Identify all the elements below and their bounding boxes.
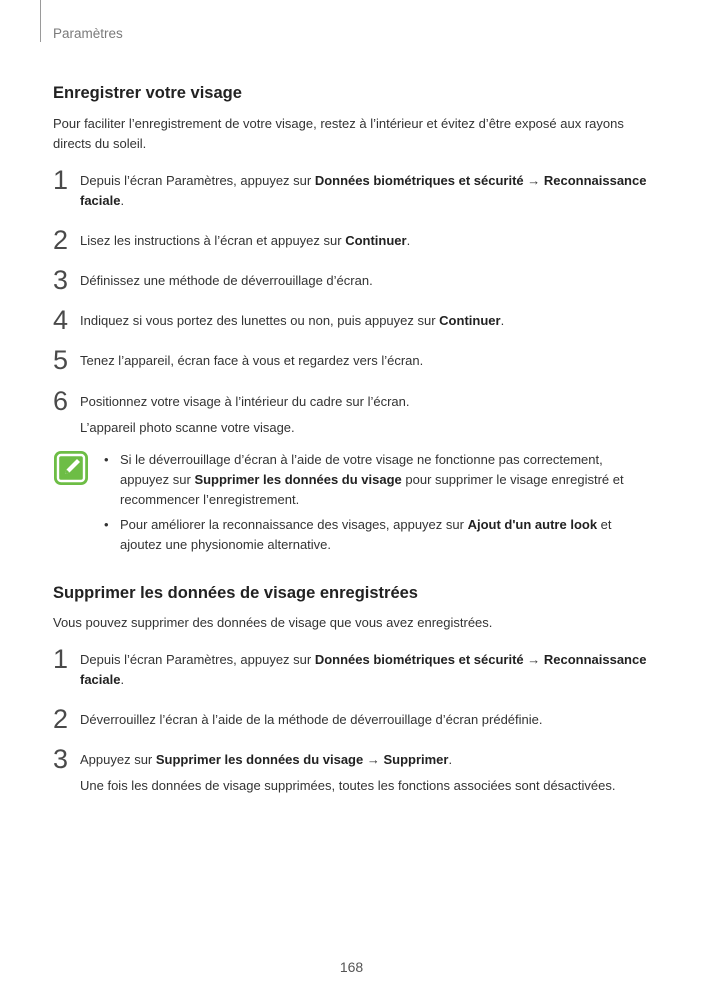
intro-delete: Vous pouvez supprimer des données de visage que vous avez enregistrées. xyxy=(53,615,493,630)
note-icon xyxy=(54,451,88,485)
section-title-register: Enregistrer votre visage xyxy=(53,84,242,102)
page-number: 168 xyxy=(339,959,364,975)
delete-step-3-sub: Une fois les données de visage supprimées, toutes les fonctions associées sont désactivées. xyxy=(80,778,616,793)
header-rule xyxy=(40,0,41,42)
intro-register: Pour faciliter l’enregistrement de votre visage, restez à l’intérieur et évitez d’être exposé aux rayons directs du soleil. xyxy=(53,116,624,151)
step-6-sub: L’appareil photo scanne votre visage. xyxy=(80,420,295,435)
section-header: Paramètres xyxy=(53,26,123,41)
section-title-delete: Supprimer les données de visage enregistrées xyxy=(53,584,418,602)
